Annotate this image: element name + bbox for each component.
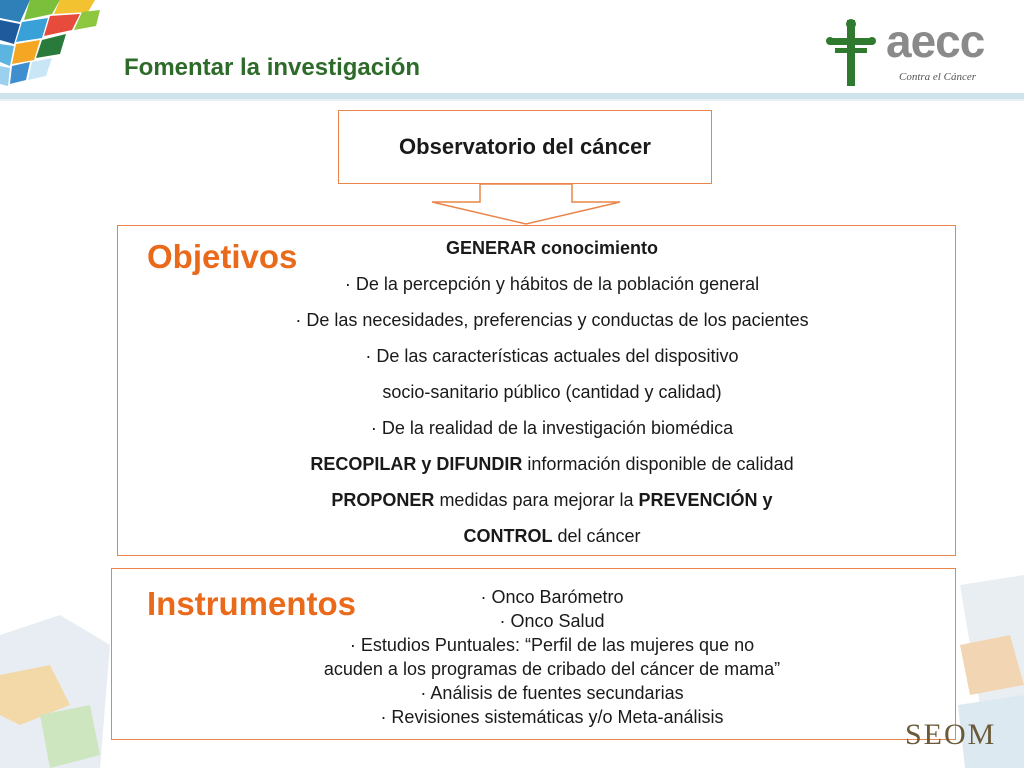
page-title: Fomentar la investigación [124,54,421,81]
logo-text: aecc [886,15,985,67]
mosaic-decoration-top [0,0,118,95]
instrumentos-line: · Análisis de fuentes secundarias [420,683,684,703]
objetivos-box [117,225,956,556]
observatorio-label: Observatorio del cáncer [399,134,651,159]
objetivos-line: PROPONER medidas para mejorar la PREVENCIÓN y [331,490,773,510]
seom-logo: SEOM [905,718,997,751]
logo-subtitle: Contra el Cáncer [899,71,976,83]
objetivos-line: socio-sanitario público (cantidad y calidad) [382,382,722,402]
objetivos-line: · De las necesidades, preferencias y conductas de los pacientes [295,310,809,330]
aecc-logo [824,15,1004,88]
objetivos-line: RECOPILAR y DIFUNDIR información disponible de calidad [310,454,794,474]
instrumentos-line: acuden a los programas de cribado del cáncer de mama” [323,659,781,679]
objetivos-line: · De las características actuales del dispositivo [365,346,739,366]
header-divider-light [0,99,1024,101]
cross-icon [824,18,880,88]
objetivos-line: · De la percepción y hábitos de la población general [344,274,760,294]
objetivos-title: Objetivos [147,238,298,275]
arrow-down-icon [428,182,624,226]
objetivos-list [118,234,986,558]
objetivos-line: · De la realidad de la investigación biomédica [370,418,734,438]
instrumentos-line: · Onco Salud [499,611,605,631]
observatorio-box [338,110,712,184]
instrumentos-line: · Estudios Puntuales: “Perfil de las mujeres que no [349,635,755,655]
objetivos-line: GENERAR conocimiento [445,238,659,258]
instrumentos-box [111,568,956,740]
instrumentos-list [112,585,992,729]
instrumentos-line: · Revisiones sistemáticas y/o Meta-análisis [380,707,724,727]
instrumentos-line: · Onco Barómetro [480,587,624,607]
objetivos-line: CONTROL del cáncer [463,526,641,546]
instrumentos-title: Instrumentos [147,585,357,622]
